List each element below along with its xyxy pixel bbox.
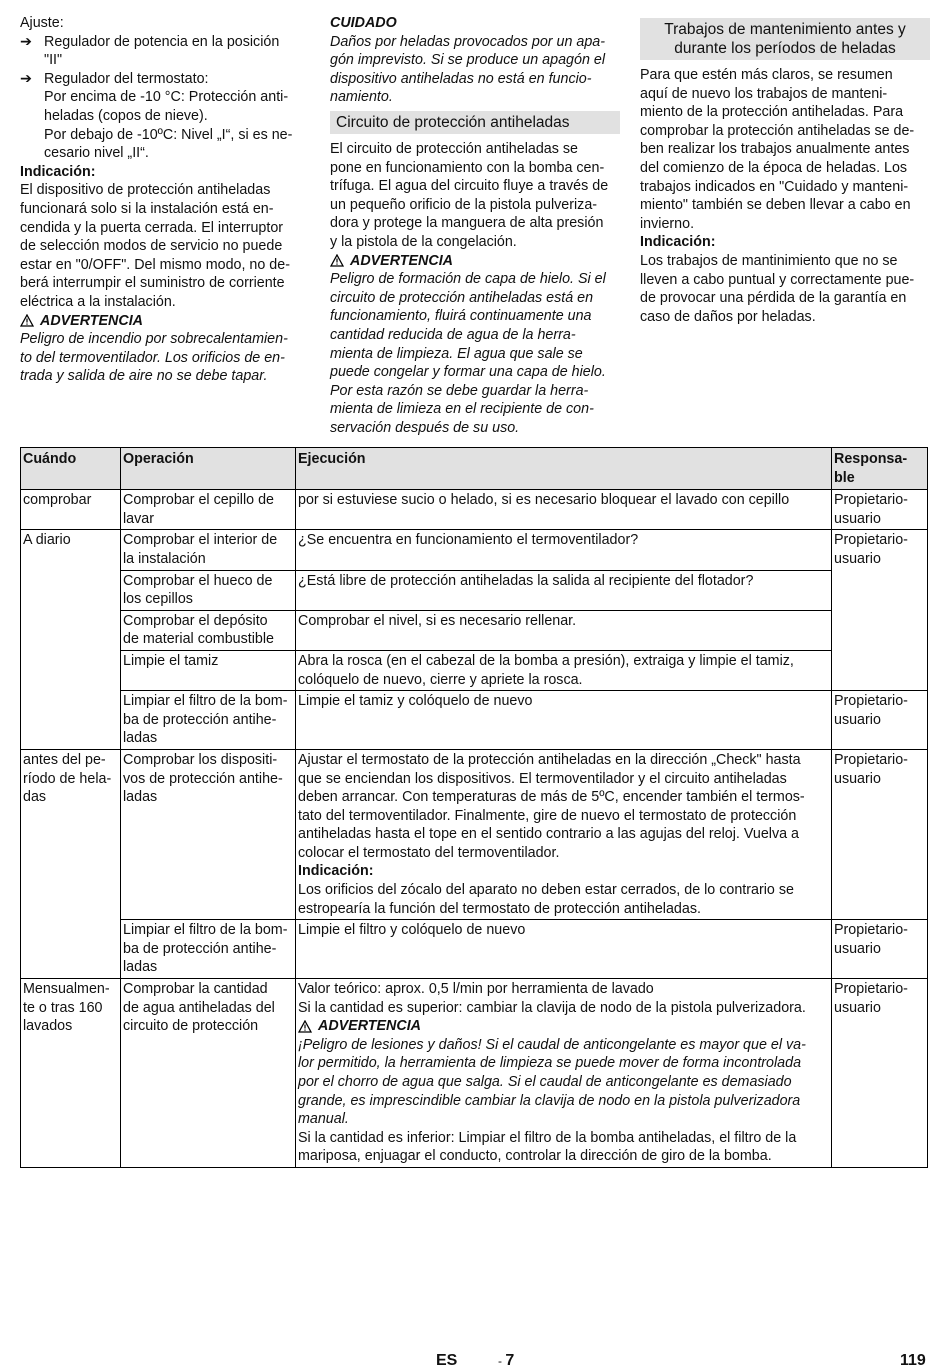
cell-execution: ¿Se encuentra en funcionamiento el termoventilador? [296, 530, 832, 570]
text-line: Los trabajos de mantinimiento que no se [640, 252, 898, 269]
list-item-text: "II" [44, 52, 63, 69]
text-line: estar en "0/OFF". Del mismo modo, no de- [20, 256, 290, 273]
list-item-text: Regulador de potencia en la posición [44, 33, 280, 50]
footer-language: ES [436, 1352, 458, 1369]
cell-execution: Valor teórico: aprox. 0,5 l/min por herramienta de lavado Si la cantidad es superior: cambiar la clavija de nodo de la pistola pulverizadora. ADVERTENCIA ¡Peligro de lesiones y daños! Si el caudal de anticongelante es mayor que el va- lor permitido, la herramienta de limpieza se puede mover de forma incontrolada por el chorro de agua que salga. Si el caudal de anticongelante es demasiado grande, es imprescindible cambiar la clavija de nodo en la pistola pulverizadora manual. Si la cantidad es inferior: Limpiar el filtro de la bomba antiheladas, el filtro de la mariposa, enjuagar el conducto, controlar la dirección de giro de la bomba. [296, 979, 832, 1168]
text-line: to del termoventilador. Los orificios de en- [20, 349, 285, 366]
warning-triangle-icon [20, 314, 34, 327]
cell-execution: Comprobar el nivel, si es necesario rellenar. [296, 610, 832, 650]
text-line: trífuga. El agua del circuito fluye a través de [330, 178, 609, 195]
text-line: de provocar una pérdida de la garantía en [640, 290, 907, 307]
cell-operation: Limpie el tamiz [121, 650, 296, 690]
section-body [330, 140, 620, 252]
text-line: miento de la protección antiheladas. Para [640, 104, 904, 121]
warning-text: ¡Peligro de lesiones y daños! Si el caudal de anticongelante es mayor que el va- lor permitido, la herramienta de limpieza se puede mover de forma incontrolada por el chorro de agua que salga. Si el caudal de anticongelante es demasiado grande, es imprescindible cambiar la clavija de nodo en la pistola pulverizadora manual. [298, 1036, 806, 1128]
cell-when: A diario [21, 530, 121, 750]
cell-execution: Limpie el tamiz y colóquelo de nuevo [296, 691, 832, 750]
cell-responsible: Propietario- usuario [832, 490, 928, 530]
text-line: del comienzo de la época de heladas. Los [640, 159, 908, 176]
text-line: dora y protege la manguera de alta presión [330, 215, 604, 232]
text-line: caso de daños por heladas. [640, 308, 816, 325]
table-row [21, 920, 928, 979]
text-line: servación después de su uso. [330, 419, 520, 436]
maintenance-table [20, 447, 928, 1168]
ajuste-label: Ajuste: [20, 15, 64, 31]
cell-execution: Limpie el filtro y colóquelo de nuevo [296, 920, 832, 979]
text-line: namiento. [330, 89, 393, 106]
text-line: berá interrumpir el suministro de corriente [20, 275, 285, 292]
caution-title: CUIDADO [330, 15, 397, 31]
cell-responsible: Propietario- usuario [832, 749, 928, 919]
text-line: lleven a cabo puntual y correctamente pue- [640, 271, 915, 288]
column-middle [330, 14, 620, 437]
text-line: invierno. [640, 215, 695, 232]
warning-heading: ADVERTENCIA [330, 252, 620, 271]
table-header-row [21, 448, 928, 490]
list-item [20, 70, 310, 89]
cell-responsible: Propietario- usuario [832, 920, 928, 979]
text-line: circuito de protección antiheladas está en [330, 289, 594, 306]
column-left [20, 14, 310, 386]
indicacion-text [20, 181, 310, 311]
text-line: ben realizar los trabajos anualmente antes [640, 141, 910, 158]
text-line: mienta de limieza en el recipiente de con- [330, 401, 594, 418]
cell-operation: Comprobar el hueco de los cepillos [121, 570, 296, 610]
list-item-text: Regulador del termostato: [44, 70, 209, 87]
table-row [21, 979, 928, 1168]
cell-operation: Comprobar el interior de la instalación [121, 530, 296, 570]
footer-local-page: - 7 [498, 1352, 515, 1369]
header-cell: Operación [121, 448, 296, 490]
cell-responsible: Propietario- usuario [832, 979, 928, 1168]
cell-when: antes del pe- ríodo de hela- das [21, 749, 121, 978]
text-line: cendida y la puerta cerrada. El interruptor [20, 219, 284, 236]
cell-execution: Abra la rosca (en el cabezal de la bomba a presión), extraiga y limpie el tamiz, colóquelo de nuevo, cierre y apriete la rosca. [296, 650, 832, 690]
indicacion-text [640, 252, 930, 326]
arrow-right-icon: ➔ [20, 33, 32, 50]
header-cell: Responsa- ble [832, 448, 928, 490]
text-line: Para que estén más claros, se resumen [640, 67, 893, 83]
indicacion-title: Indicación: [640, 234, 716, 251]
section-body [640, 66, 930, 233]
text-line: puede congelar y formar una capa de hielo. [330, 364, 606, 381]
section-heading: Trabajos de mantenimiento antes y durante los períodos de heladas [640, 18, 930, 60]
cell-execution: por si estuviese sucio o helado, si es necesario bloquear el lavado con cepillo [296, 490, 832, 530]
text-line: El dispositivo de protección antiheladas [20, 182, 271, 199]
text-line: comprobar la protección antiheladas se de- [640, 122, 915, 139]
text-line: Peligro de formación de capa de hielo. Si el [330, 271, 606, 288]
thermostat-line: Por debajo de -10ºC: Nivel „I“, si es ne- [44, 126, 293, 143]
text-line: eléctrica a la instalación. [20, 293, 176, 310]
table-row [21, 650, 928, 690]
footer-page-number: 119 [900, 1352, 926, 1369]
table-row [21, 490, 928, 530]
cell-when: Mensualmen- te o tras 160 lavados [21, 979, 121, 1168]
table-row [21, 691, 928, 750]
thermostat-line: cesario nivel „II“. [44, 145, 149, 162]
column-right [640, 14, 930, 326]
text-line: Peligro de incendio por sobrecalentamien- [20, 331, 288, 348]
thermostat-line: heladas (copos de nieve). [44, 107, 208, 124]
warning-heading: ADVERTENCIA [298, 1017, 829, 1036]
cell-execution: ¿Está libre de protección antiheladas la salida al recipiente del flotador? [296, 570, 832, 610]
warning-text [20, 330, 310, 386]
list-item [20, 33, 310, 70]
cell-responsible: Propietario- usuario [832, 691, 928, 750]
text-line: Por esta razón se debe guardar la herra- [330, 382, 589, 399]
cell-operation: Comprobar los dispositi- vos de protección antihe- ladas [121, 749, 296, 919]
text-line: pone en funcionamiento con la bomba cen- [330, 159, 605, 176]
cell-execution: Ajustar el termostato de la protección antiheladas en la dirección „Check" hasta que se enciendan los dispositivos. El termoventilador y el circuito antiheladas deben arrancar. Con temperaturas de más de 5ºC, encender también el termos- tato del termoventilador. Finalmente, gire de nuevo el termostato de protección antiheladas hasta el tope en el sentido contrario a las agujas del reloj. Vuelva a colocar el termostato del termoventilador. Indicación: Los orificios del zócalo del aparato no deben estar cerrados, de lo contrario se estropearía la función del termostato de protección antiheladas. [296, 749, 832, 919]
warning-triangle-icon [330, 254, 344, 267]
text-line: funcionará solo si la instalación está en- [20, 200, 274, 217]
cell-responsible: Propietario- usuario [832, 530, 928, 691]
indicacion-title: Indicación: [298, 863, 374, 880]
cell-operation: Comprobar la cantidad de agua antiheladas del circuito de protección [121, 979, 296, 1168]
indicacion-title: Indicación: [20, 163, 96, 180]
thermostat-line: Por encima de -10 °C: Protección anti- [44, 89, 289, 106]
text-line: Daños por heladas provocados por un apa- [330, 33, 605, 50]
text-line: gón imprevisto. Si se produce un apagón el [330, 52, 605, 69]
warning-triangle-icon [298, 1020, 312, 1033]
warning-text [330, 270, 620, 437]
table-row [21, 749, 928, 919]
text-line: trabajos indicados en "Cuidado y manteni- [640, 178, 909, 195]
table-row [21, 530, 928, 570]
text-line: miento" también se deben llevar a cabo en [640, 197, 911, 214]
text-line: funcionamiento, fluirá continuamente una [330, 308, 592, 325]
section-heading: Circuito de protección antiheladas [330, 111, 620, 134]
caution-text [330, 33, 620, 107]
text-line: aquí de nuevo los trabajos de manteni- [640, 85, 888, 102]
warning-heading: ADVERTENCIA [20, 312, 310, 331]
cell-operation: Comprobar el depósito de material combustible [121, 610, 296, 650]
table-row [21, 610, 928, 650]
text-line: de selección modos de servicio no puede [20, 238, 283, 255]
text-line: El circuito de protección antiheladas se [330, 140, 578, 157]
arrow-right-icon: ➔ [20, 70, 32, 87]
text-line: un pequeño orificio de la pistola pulveriza- [330, 196, 598, 213]
cell-operation: Limpiar el filtro de la bom- ba de protección antihe- ladas [121, 691, 296, 750]
cell-operation: Limpiar el filtro de la bom- ba de protección antihe- ladas [121, 920, 296, 979]
text-line: y la pistola de la congelación. [330, 233, 517, 250]
header-cell: Cuándo [21, 448, 121, 490]
text-line: trada y salida de aire no se debe tapar. [20, 368, 268, 385]
table-row [21, 570, 928, 610]
header-cell: Ejecución [296, 448, 832, 490]
text-line: cantidad reducida de agua de la herra- [330, 326, 576, 343]
cell-operation: Comprobar el cepillo de lavar [121, 490, 296, 530]
text-line: dispositivo antiheladas no está en funcio- [330, 70, 592, 87]
cell-when: comprobar [21, 490, 121, 530]
text-line: mienta de limpieza. El agua que sale se [330, 345, 583, 362]
